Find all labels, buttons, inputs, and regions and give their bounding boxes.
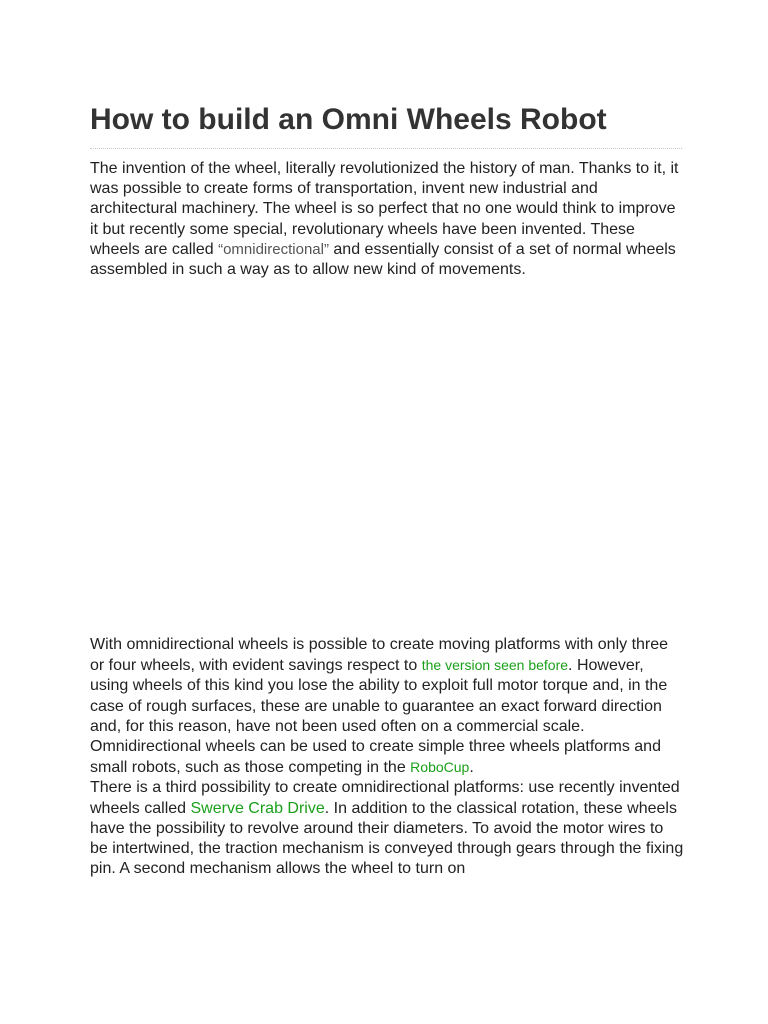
body-text: [90, 635, 685, 879]
body-p3-text: There is a third possibility to create omnidirectional platforms: use recently invented wheels called: [90, 779, 680, 817]
page-title: How to build an Omni Wheels Robot: [90, 103, 607, 136]
title-divider: [90, 148, 682, 149]
body-p3-text-end: . In addition to the classical rotation, these wheels have the possibility to revolve around their diameters. To avoid the motor wires to be intertwined, the traction mechanism is conveyed through gears through the fixing pin. A second mechanism allows the wheel to turn on: [90, 799, 684, 878]
swerve-crab-drive-link[interactable]: [191, 800, 325, 817]
drive-link-text: Drive: [287, 799, 325, 817]
body-p2-text-end: .: [469, 759, 474, 777]
intro-text: The invention of the wheel, literally revolutionized the history of man. Thanks to it, it was possible to create forms of transportation, invent new industrial and architectural machinery. The wheel is so perfect that no one would think to improve it but recently some special, revolutionary wheels have been invented. These wheels are called: [90, 160, 679, 258]
intro-paragraph: [90, 159, 685, 280]
body-p1-text-end: . However, using wheels of this kind you lose the ability to exploit full motor torque and, in the case of rough surfaces, these are unable to guarantee an exact forward direction and, for this reason, have not been used often on a commercial scale.: [90, 657, 668, 735]
version-seen-before-link[interactable]: the version seen before: [421, 657, 569, 674]
intro-text-end: and essentially consist of a set of normal wheels assembled in such a way as to allow new kind of movements.: [90, 240, 676, 279]
omnidirectional-quote: “omnidirectional”: [218, 240, 329, 258]
robocup-link[interactable]: RoboCup: [410, 759, 470, 776]
swerve-crab-link-text: Swerve Crab: [190, 799, 288, 817]
body-p1-text: With omnidirectional wheels is possible to create moving platforms with only three or four wheels, with evident savings respect to: [90, 636, 669, 675]
body-p2-text: Omnidirectional wheels can be used to create simple three wheels platforms and small robots, such as those competing in the: [90, 738, 661, 777]
